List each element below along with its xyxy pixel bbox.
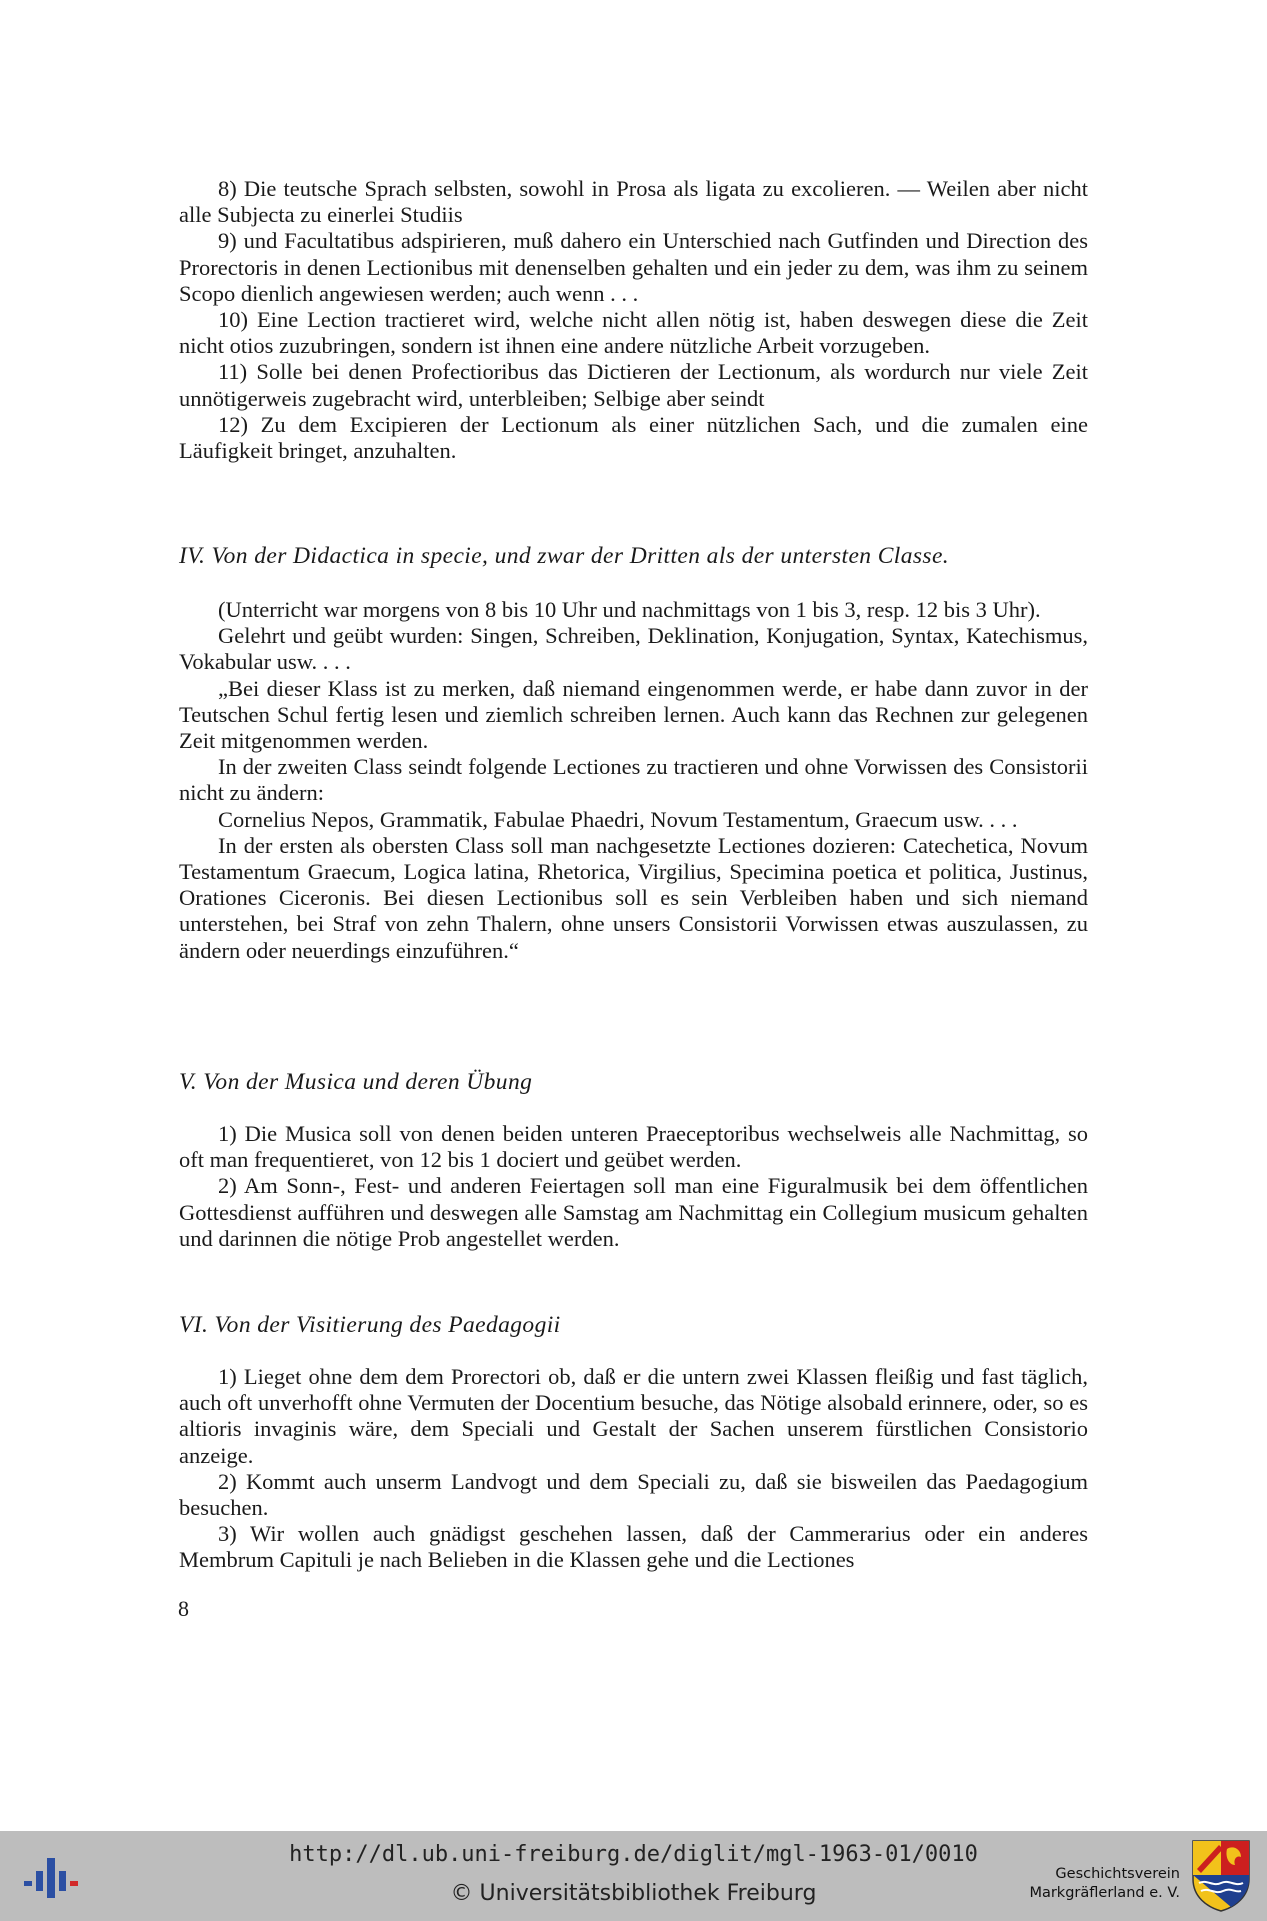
paragraph: Cornelius Nepos, Grammatik, Fabulae Phaedri, Novum Testamentum, Graecum usw. . . . [218,806,1018,832]
paragraph: 8) Die teutsche Sprach selbsten, sowohl in Prosa als ligata zu excolieren. — Weilen aber nicht alle Subjecta zu einerlei Studiis [179,176,1088,228]
paragraph: 3) Wir wollen auch gnädigst geschehen lassen, daß der Cammerarius oder ein anderes Membrum Capituli je nach Belieben in die Klassen gehe und die Lectiones [179,1521,1088,1573]
paragraph: 2) Am Sonn-, Fest- und anderen Feiertagen soll man eine Figuralmusik bei dem öffentlichen Gottesdienst aufführen und deswegen alle Samstag am Nachmittag ein Collegium musicum gehalten und darinnen die nötige Prob angestellet werden. [179,1173,1088,1251]
paragraph: 1) Lieget ohne dem dem Prorectori ob, daß er die untern zwei Klassen fleißig und fast täglich, auch oft unverhofft ohne Vermuten der Docentium besuche, das Nötige alsobald erinnere, oder, so es altioris invaginis wäre, dem Speciali und Gestalt der Sachen unserem fürstlichen Consistorio anzeige. [179,1364,1088,1468]
section-iii-continuation [179,176,1088,464]
heading-section-iv: IV. Von der Didactica in specie, und zwar der Dritten als der untersten Classe. [179,543,950,569]
paragraph: „Bei dieser Klass ist zu merken, daß niemand eingenommen werde, er habe dann zuvor in der Teutschen Schul fertig lesen und ziemlich schreiben lernen. Auch kann das Rechnen zur gelegenen Zeit mitgenommen werden. [179,675,1088,754]
section-v-body [179,1121,1088,1252]
paragraph: 1) Die Musica soll von denen beiden unteren Praeceptoribus wechselweis alle Nachmittag, so oft man frequentieret, von 12 bis 1 dociert und geübet werden. [179,1121,1088,1173]
society-name [1029,1865,1180,1903]
copyright-notice: © Universitätsbibliothek Freiburg [450,1881,817,1906]
society-name-line2: Markgräflerland e. V. [1029,1885,1180,1901]
paragraph: 9) und Facultatibus adspirieren, muß dahero ein Unterschied nach Gutfinden und Direction des Prorectoris in denen Lectionibus mit denenselben gehalten und ein jeder zu dem, was ihm zu seinem Scopo dienlich angewiesen werden; auch wenn . . . [179,228,1088,306]
section-iv-body [179,597,1088,964]
heading-section-vi: VI. Von der Visitierung des Paedagogii [179,1312,561,1338]
coat-of-arms-icon [1191,1839,1251,1913]
paragraph: In der zweiten Class seindt folgende Lectiones zu tractieren und ohne Vorwissen des Consistorii nicht zu ändern: [179,754,1088,806]
footer-bar [0,1831,1267,1921]
paragraph: 12) Zu dem Excipieren der Lectionum als einer nützlichen Sach, und die zumalen eine Läufigkeit bringet, anzuhalten. [179,411,1088,464]
paragraph: In der ersten als obersten Class soll man nachgesetzte Lectiones dozieren: Catechetica, Novum Testamentum Graecum, Logica latina, Rhetorica, Virgilius, Specimina poetica et politica, Justinus, Orationes Ciceronis. Bei diesen Lectionibus soll es sein Verbleiben haben und sich niemand unterstehen, bei Straf von zehn Thalern, ohne unsers Consistorii Vorwissen etwas auszulassen, zu ändern oder neuerdings einzuführen.“ [179,832,1088,963]
paragraph: 11) Solle bei denen Profectioribus das Dictieren der Lectionum, als wordurch nur viele Zeit unnötigerweis zugebracht wird, unterbleiben; Selbige aber seindt [179,359,1088,411]
heading-section-v: V. Von der Musica und deren Übung [179,1069,533,1095]
section-vi-body [179,1364,1088,1574]
paragraph: 10) Eine Lection tractieret wird, welche nicht allen nötig ist, haben deswegen diese die Zeit nicht otios zuzubringen, sondern ist ihnen eine andere nützliche Arbeit vorzugeben. [179,307,1088,359]
society-name-line1: Geschichtsverein [1055,1866,1180,1882]
paragraph: (Unterricht war morgens von 8 bis 10 Uhr und nachmittags von 1 bis 3, resp. 12 bis 3 Uhr). [218,597,1041,622]
paragraph: Gelehrt und geübt wurden: Singen, Schreiben, Deklination, Konjugation, Syntax, Katechismus, Vokabular usw. . . . [179,623,1088,675]
page-number: 8 [178,1596,189,1621]
document-url[interactable]: http://dl.ub.uni-freiburg.de/diglit/mgl-1963-01/0010 [289,1842,978,1867]
paragraph: 2) Kommt auch unserm Landvogt und dem Speciali zu, daß sie bisweilen das Paedagogium besuchen. [179,1468,1088,1521]
